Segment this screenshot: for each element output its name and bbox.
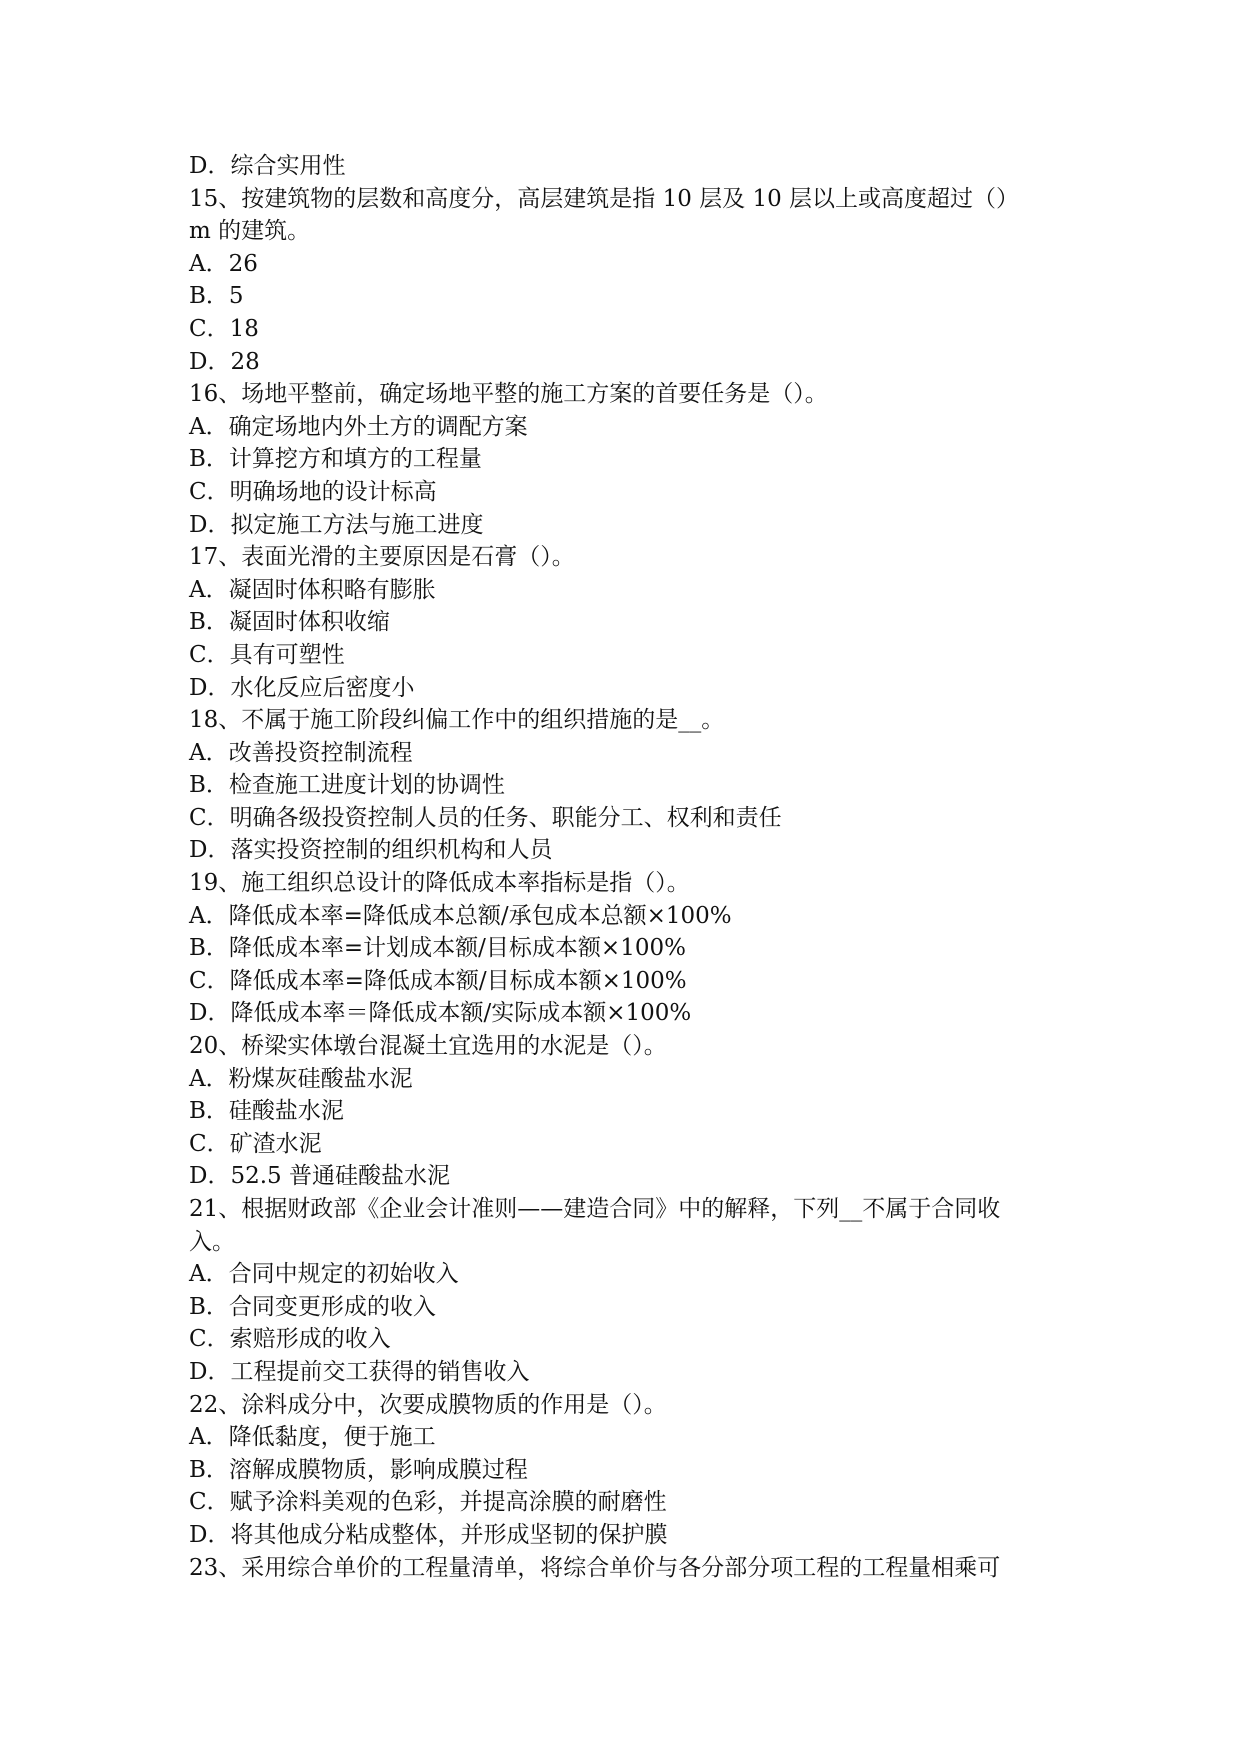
option-line: C．索赔形成的收入 [189,1326,391,1353]
question-line: 16、场地平整前，确定场地平整的施工方案的首要任务是（）。 [189,381,828,408]
option-line: D．拟定施工方法与施工进度 [189,511,484,538]
question-line: 15、按建筑物的层数和高度分，高层建筑是指 10 层及 10 层以上或高度超过（） [189,185,1020,212]
option-line: D．28 [189,348,260,375]
option-line: B．合同变更形成的收入 [189,1293,436,1320]
question-line: 19、施工组织总设计的降低成本率指标是指（）。 [189,870,690,897]
option-line: A．降低黏度，便于施工 [189,1424,436,1451]
option-line: C．明确各级投资控制人员的任务、职能分工、权利和责任 [189,804,782,831]
option-line: A．粉煤灰硅酸盐水泥 [189,1065,413,1092]
option-line: D．工程提前交工获得的销售收入 [189,1358,530,1385]
option-line: B．计算挖方和填方的工程量 [189,446,482,473]
option-line: D．降低成本率＝降低成本额/实际成本额×100% [189,1000,692,1027]
question-line: 20、桥梁实体墩台混凝土宜选用的水泥是（）。 [189,1033,667,1060]
option-line: B．硅酸盐水泥 [189,1098,344,1125]
question-line-continued: 入。 [189,1228,235,1255]
option-line: A．26 [189,250,258,277]
question-line-continued: m 的建筑。 [189,218,311,245]
option-line: C．具有可塑性 [189,641,345,668]
question-line: 21、根据财政部《企业会计准则——建造合同》中的解释，下列__不属于合同收 [189,1196,1001,1222]
option-line: A．确定场地内外土方的调配方案 [189,413,528,440]
option-line: B．5 [189,283,244,310]
option-line: D．水化反应后密度小 [189,674,415,701]
option-line: B．检查施工进度计划的协调性 [189,772,505,799]
option-line: C．18 [189,315,259,342]
option-line: B．凝固时体积收缩 [189,609,390,636]
option-line: A．改善投资控制流程 [189,739,413,766]
question-line: 23、采用综合单价的工程量清单，将综合单价与各分部分项工程的工程量相乘可 [189,1554,1001,1581]
option-line: C．矿渣水泥 [189,1130,322,1157]
option-line: C．降低成本率=降低成本额/目标成本额×100% [189,967,687,994]
option-line: C．赋予涂料美观的色彩，并提高涂膜的耐磨性 [189,1489,667,1516]
question-line: 17、表面光滑的主要原因是石膏（）。 [189,544,575,571]
question-line: 22、涂料成分中，次要成膜物质的作用是（）。 [189,1391,667,1418]
option-line: B．溶解成膜物质，影响成膜过程 [189,1456,528,1483]
question-text-body [189,150,1079,1584]
option-line: B．降低成本率=计划成本额/目标成本额×100% [189,935,686,962]
option-line: D．将其他成分粘成整体，并形成坚韧的保护膜 [189,1521,668,1548]
option-line: A．降低成本率=降低成本总额/承包成本总额×100% [189,902,732,929]
option-line: D．52.5 普通硅酸盐水泥 [189,1163,450,1190]
option-line: A．合同中规定的初始收入 [189,1261,459,1288]
option-line: A．凝固时体积略有膨胀 [189,576,436,603]
question-line: 18、不属于施工阶段纠偏工作中的组织措施的是__。 [189,707,725,734]
option-line: C．明确场地的设计标高 [189,478,437,505]
option-line: D．综合实用性 [189,153,346,179]
option-line: D．落实投资控制的组织机构和人员 [189,837,553,864]
